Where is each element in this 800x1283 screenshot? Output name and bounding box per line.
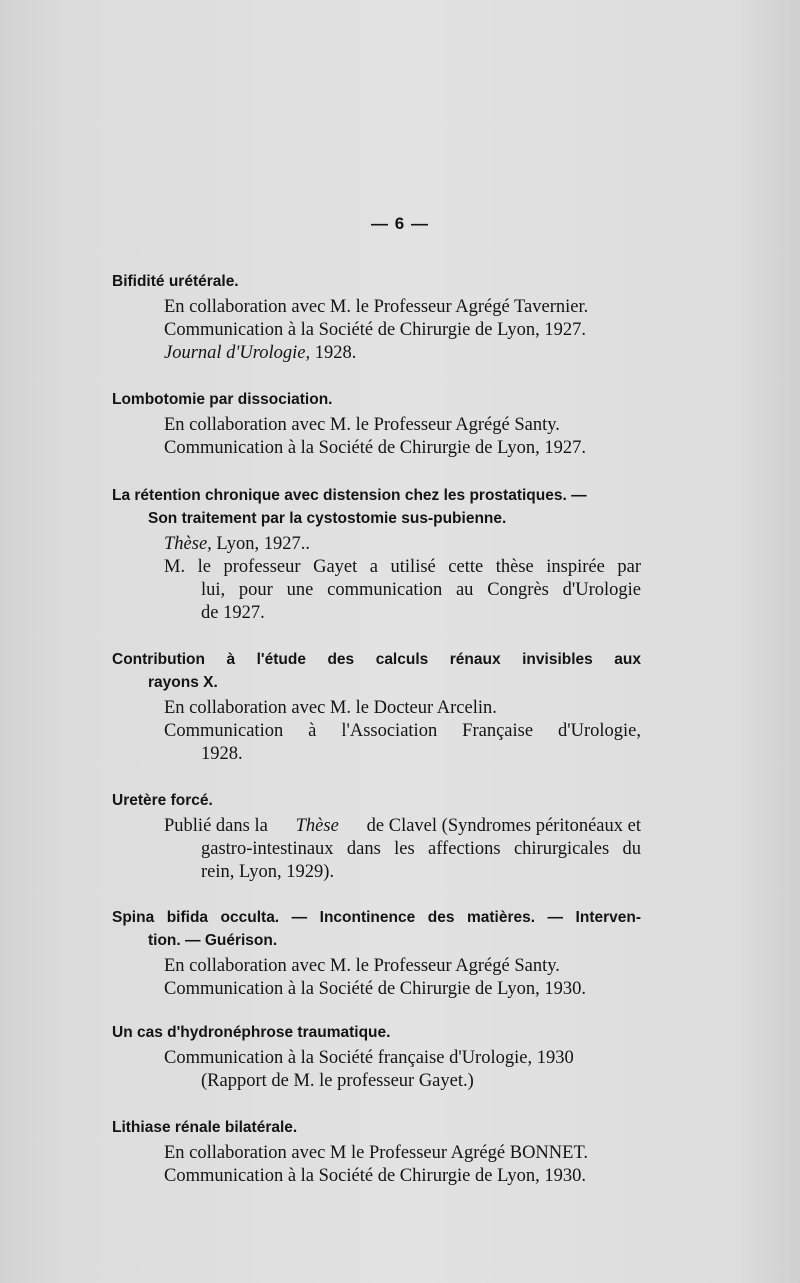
publie-suffix: de Clavel (Syndromes péritonéaux et <box>366 816 641 836</box>
entry-title-line: La rétention chronique avec distension chez les prostatiques. — <box>112 487 587 504</box>
entry-uretere <box>0 789 800 881</box>
entry-line: Communication à la Société de Chirurgie de Lyon, 1930. <box>164 1166 586 1186</box>
entry-retention <box>0 484 800 622</box>
entry-title-line: tion. — Guérison. <box>148 932 278 949</box>
entry-line-journal <box>164 342 800 365</box>
entry-line: lui, pour une communication au Congrès d'Urologie <box>201 580 641 600</box>
entry-title-line: Spina bifida occulta. — Incontinence des matières. — Interven- <box>112 909 641 926</box>
entry-line: 1928. <box>201 744 243 764</box>
entry-bifidite <box>0 270 800 362</box>
entry-title: Lithiase rénale bilatérale. <box>112 1119 298 1136</box>
entry-title-line: Son traitement par la cystostomie sus-pubienne. <box>148 510 507 527</box>
entry-title <box>112 484 800 530</box>
entry-lithiase <box>0 1116 800 1185</box>
entry-line: En collaboration avec M. le Professeur Agrégé Santy. <box>164 415 560 435</box>
these-label: Thèse <box>295 816 339 836</box>
page-number: — 6 — <box>371 214 429 233</box>
entry-line-these <box>164 533 800 556</box>
entry-line: En collaboration avec M. le Professeur Agrégé Tavernier. <box>164 297 589 317</box>
entry-title-line: rayons X. <box>148 674 218 691</box>
entry-line: Communication à la Société française d'Urologie, 1930 <box>164 1048 574 1068</box>
entry-line: Communication à la Société de Chirurgie de Lyon, 1927. <box>164 438 586 458</box>
entry-title <box>112 648 800 694</box>
journal-year: 1928. <box>314 343 357 363</box>
entry-line: En collaboration avec M le Professeur Agrégé BONNET. <box>164 1143 589 1163</box>
entry-title: Un cas d'hydronéphrose traumatique. <box>112 1024 391 1041</box>
entry-line: gastro-intestinaux dans les affections chirurgicales du <box>201 839 641 859</box>
entry-lombotomie <box>0 388 800 457</box>
entry-line: En collaboration avec M. le Docteur Arcelin. <box>164 698 497 718</box>
these-place: Lyon, 1927.. <box>216 534 310 554</box>
journal-title: Journal d'Urologie, <box>164 343 311 363</box>
entry-line: (Rapport de M. le professeur Gayet.) <box>201 1071 474 1091</box>
entry-title: Uretère forcé. <box>112 792 213 809</box>
entry-line: rein, Lyon, 1929). <box>201 862 335 882</box>
publie-prefix: Publié dans la <box>164 816 268 836</box>
entry-line: Communication à l'Association Française d'Urologie, <box>164 721 641 741</box>
entry-line: En collaboration avec M. le Professeur Agrégé Santy. <box>164 956 560 976</box>
entry-title-line: Contribution à l'étude des calculs rénaux invisibles aux <box>112 651 641 668</box>
entry-line: Communication à la Société de Chirurgie de Lyon, 1927. <box>164 320 586 340</box>
entry-line: M. le professeur Gayet a utilisé cette thèse inspirée par <box>164 557 641 577</box>
entry-title: Lombotomie par dissociation. <box>112 391 333 408</box>
entry-contribution <box>0 648 800 763</box>
entry-hydronephrose <box>0 1021 800 1090</box>
entry-line: Communication à la Société de Chirurgie de Lyon, 1930. <box>164 979 586 999</box>
entry-title: Bifidité urétérale. <box>112 273 239 290</box>
these-label: Thèse, <box>164 534 212 554</box>
entry-line-publie <box>164 815 641 838</box>
entry-line: de 1927. <box>201 603 265 623</box>
entry-title <box>112 906 800 952</box>
entry-spina-bifida <box>0 906 800 998</box>
